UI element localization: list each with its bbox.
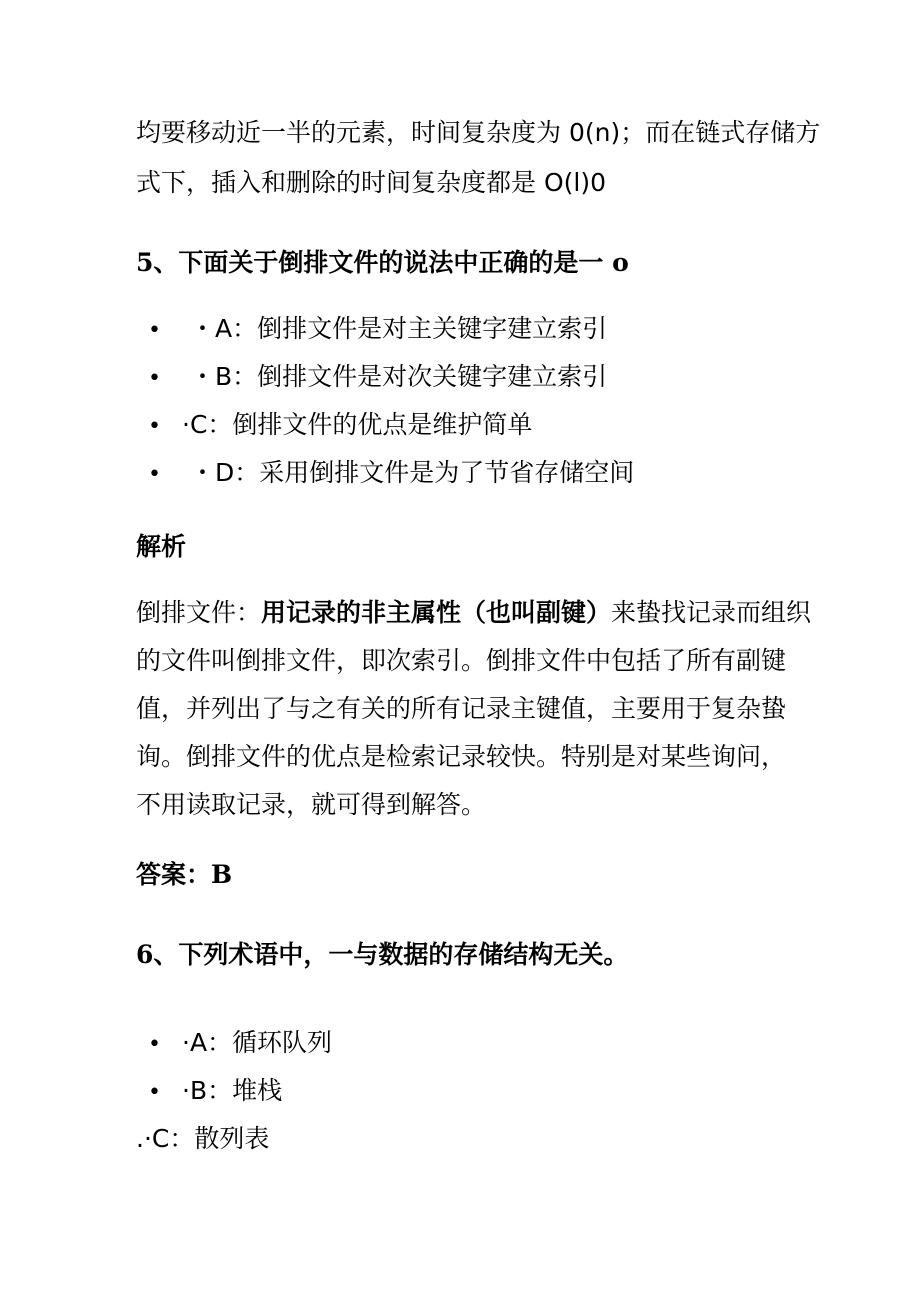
analysis-lead: 倒排文件： bbox=[136, 598, 262, 627]
analysis-label: 解析 bbox=[136, 532, 187, 561]
question-6-title: 6、下列术语中，一与数据的存储结构无关。 bbox=[136, 940, 629, 969]
question-5-title: 5、下面关于倒排文件的说法中正确的是一 o bbox=[136, 248, 629, 277]
intro-line-1: 均要移动近一半的元素，时间复杂度为 0(n)；而在链式存储方 bbox=[136, 118, 821, 147]
answer: 答案：B bbox=[136, 860, 233, 889]
analysis-line-3: 值，并列出了与之有关的所有记录主键值，主要用于复杂蛰 bbox=[136, 694, 787, 723]
analysis-line-2: 的文件叫倒排文件，即次索引。倒排文件中包括了所有副键 bbox=[136, 646, 787, 675]
option-d: ・D：采用倒排文件是为了节省存储空间 bbox=[190, 458, 635, 487]
bullet-icon: • bbox=[148, 1080, 161, 1105]
option-a: ・A：倒排文件是对主关键字建立索引 bbox=[190, 314, 608, 343]
option-b: ·B：堆栈 bbox=[182, 1076, 283, 1105]
analysis-line-5: 不用读取记录，就可得到解答。 bbox=[136, 790, 487, 819]
bullet-icon: • bbox=[148, 1032, 161, 1057]
option-b: ・B：倒排文件是对次关键字建立索引 bbox=[190, 362, 608, 391]
option-c: ·C：倒排文件的优点是维护简单 bbox=[182, 410, 533, 439]
analysis-line-1 bbox=[136, 596, 811, 630]
option-a: ·A：循环队列 bbox=[182, 1028, 333, 1057]
bullet-icon: • bbox=[148, 366, 161, 391]
analysis-rest: 来蛰找记录而组织 bbox=[611, 598, 812, 627]
bullet-icon: • bbox=[148, 318, 161, 343]
analysis-bold-term: 用记录的非主属性（也叫副键） bbox=[261, 598, 612, 627]
analysis-line-4: 询。倒排文件的优点是检索记录较快。特别是对某些询问， bbox=[136, 742, 787, 771]
option-c: .·C：散列表 bbox=[136, 1124, 270, 1153]
bullet-icon: • bbox=[148, 414, 161, 439]
bullet-icon: • bbox=[148, 462, 161, 487]
intro-line-2: 式下，插入和删除的时间复杂度都是 O(l)0 bbox=[136, 168, 606, 197]
